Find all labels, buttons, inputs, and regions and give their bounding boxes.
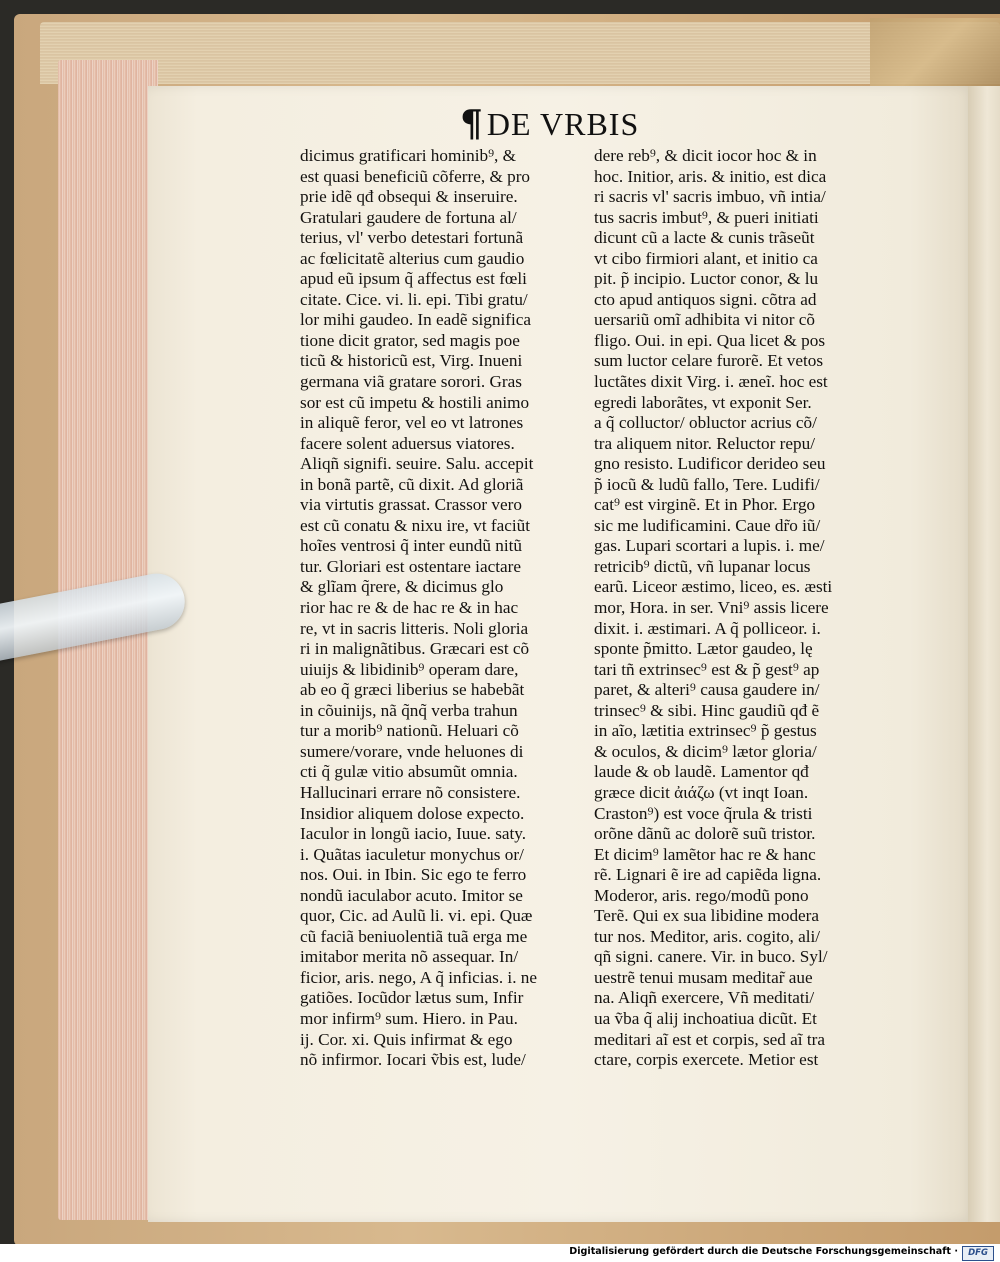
text-line: est cũ conatu & nixu ire, vt faciũt: [300, 515, 531, 535]
text-line: cat⁹ est virginẽ. Et in Phor. Ergo: [594, 495, 816, 515]
text-line: fligo. Oui. in epi. Qua licet & pos: [594, 330, 826, 350]
facing-page-edge: [968, 86, 1000, 1222]
text-line: vt cibo firmiori alant, et initio ca: [594, 248, 818, 268]
text-line: tur nos. Meditor, aris. cogito, ali/: [594, 926, 821, 946]
text-line: cti q̃ gulæ vitio absumũt omnia.: [300, 762, 518, 782]
text-line: in cõuinijs, nã q̃nq̃ verba trahun: [300, 700, 518, 720]
text-line: hoĩes ventrosi q̃ inter eundũ nitũ: [300, 536, 522, 556]
text-line: græce dicit ἀιάζω (vt inqt Ioan.: [594, 782, 809, 802]
worn-spine-corner: [870, 18, 1000, 88]
text-line: Aliqñ signifi. seuire. Salu. accepit: [300, 454, 534, 474]
text-line: nos. Oui. in Ibin. Sic ego te ferro: [300, 865, 527, 885]
text-line: trinsec⁹ & sibi. Hinc gaudiũ qđ ẽ: [594, 700, 820, 720]
text-line: sponte p̃mitto. Lætor gaudeo, lę: [594, 639, 813, 659]
text-line: citate. Cice. vi. li. epi. Tibi gratu/: [300, 289, 528, 309]
text-line: earũ. Liceor æstimo, liceo, es. æsti: [594, 577, 833, 597]
text-line: Moderor, aris. rego/modũ pono: [594, 885, 809, 905]
page-block-top-edge: [40, 22, 1000, 84]
text-line: ac fœlicitatẽ alterius cum gaudio: [300, 248, 525, 268]
text-line: sic me ludificamini. Caue dr̃o iũ/: [594, 515, 821, 535]
text-line: ficior, aris. nego, A q̃ inficias. i. ne: [300, 967, 538, 987]
text-line: Gratulari gaudere de fortuna al/: [300, 207, 517, 227]
text-line: paret, & alteri⁹ causa gaudere in/: [594, 680, 820, 700]
text-line: gno resisto. Ludificor derideo seu: [594, 454, 826, 474]
text-line: egredi laborãtes, vt exponit Ser.: [594, 392, 812, 412]
dfg-logo: DFG: [962, 1246, 994, 1261]
text-line: luctãtes dixit Virg. i. æneĩ. hoc est: [594, 372, 828, 392]
text-line: sor est cũ impetu & hostili animo: [300, 392, 530, 412]
text-line: meditari aĩ est et corpis, sed aĩ tra: [594, 1029, 825, 1049]
text-line: orõne dãnũ ac dolorẽ suũ tristor.: [594, 824, 816, 844]
running-head: [460, 104, 639, 144]
text-line: uestrẽ tenui musam meditar̃ aue: [594, 967, 813, 987]
text-line: ctare, corpis exercete. Metior est: [594, 1050, 819, 1070]
text-line: sumere/vorare, vnde heluones di: [300, 741, 524, 761]
text-line: tur a morib⁹ nationũ. Heluari cõ: [300, 721, 519, 741]
text-line: hoc. Initior, aris. & initio, est dica: [594, 166, 827, 186]
text-line: in aĩo, lætitia extrinsec⁹ p̃ gestus: [594, 721, 817, 741]
text-line: & oculos, & dicim⁹ lætor gloria/: [594, 741, 817, 761]
text-line: dicunt cũ a lacte & cunis trãseũt: [594, 228, 815, 248]
text-line: cto apud antiquos signi. cõtra ad: [594, 289, 817, 309]
text-line: re, vt in sacris litteris. Noli gloria: [300, 618, 529, 638]
text-line: in aliquẽ feror, vel eo vt latrones: [300, 413, 524, 433]
text-line: terius, vl' verbo detestari fortunã: [300, 228, 524, 248]
text-line: Et dicim⁹ lamẽtor hac re & hanc: [594, 844, 816, 864]
text-line: uiuijs & libidinib⁹ operam dare,: [300, 659, 519, 679]
text-line: dixit. i. æstimari. A q̃ polliceor. i.: [594, 618, 821, 638]
text-line: na. Aliqñ exercere, Vñ meditati/: [594, 988, 815, 1008]
text-line: nondũ iaculabor acuto. Imitor se: [300, 885, 523, 905]
text-line: mor infirm⁹ sum. Hiero. in Pau.: [300, 1008, 518, 1028]
text-line: pit. p̃ incipio. Luctor conor, & lu: [594, 269, 819, 289]
text-line: tra aliquem nitor. Reluctor repu/: [594, 433, 815, 453]
text-line: Hallucinari errare nõ consistere.: [300, 782, 521, 802]
right-text-column: [594, 146, 884, 1071]
text-line: facere solent aduersus viatores.: [300, 433, 515, 453]
text-line: imitabor merita nõ assequar. In/: [300, 947, 519, 967]
text-line: p̃ iocũ & ludũ fallo, Tere. Ludifi/: [594, 474, 820, 494]
text-line: & glĩam q̃rere, & dicimus glo: [300, 577, 504, 597]
text-line: est quasi beneficiũ cõferre, & pro: [300, 166, 531, 186]
text-line: qñ signi. canere. Vir. in buco. Syl/: [594, 947, 828, 967]
text-line: retricib⁹ dictũ, vñ lupanar locus: [594, 556, 811, 576]
text-line: ab eo q̃ græci liberius se habebãt: [300, 680, 525, 700]
left-text-column: [300, 146, 590, 1071]
text-line: Insidior aliquem dolose expecto.: [300, 803, 525, 823]
text-line: apud eũ ipsum q̃ affectus est fœli: [300, 269, 527, 289]
text-line: lor mihi gaudeo. In eadẽ significa: [300, 310, 531, 330]
pilcrow-mark: ¶: [460, 103, 483, 145]
text-line: Terẽ. Qui ex sua libidine modera: [594, 906, 820, 926]
text-line: dere reb⁹, & dicit iocor hoc & in: [594, 146, 817, 165]
text-line: ticũ & historicũ est, Virg. Inueni: [300, 351, 523, 371]
text-line: ri sacris vl' sacris imbuo, vñ intia/: [594, 187, 826, 207]
running-head-title: DE VRBIS: [486, 106, 640, 142]
text-line: via virtutis grassat. Crassor vero: [300, 495, 522, 515]
text-line: tari tñ extrinsec⁹ est & p̃ gest⁹ ap: [594, 659, 820, 679]
text-line: ij. Cor. xi. Quis infirmat & ego: [300, 1029, 513, 1049]
text-line: dicimus gratificari hominib⁹, &: [300, 146, 517, 165]
text-line: prie idẽ qđ obsequi & inseruire.: [300, 187, 518, 207]
text-line: rior hac re & de hac re & in hac: [300, 598, 519, 618]
text-line: quor, Cic. ad Aulũ li. vi. epi. Quæ: [300, 906, 533, 926]
text-line: germana viã gratare sorori. Gras: [300, 372, 522, 392]
text-line: nõ infirmor. Iocari ṽbis est, lude/: [300, 1050, 526, 1070]
text-line: tione dicit grator, sed magis poe: [300, 330, 520, 350]
text-line: sum luctor celare furorẽ. Et vetos: [594, 351, 824, 371]
text-line: i. Quãtas iaculetur monychus or/: [300, 844, 524, 864]
text-line: gatiões. Iocũdor lætus sum, Infir: [300, 988, 524, 1008]
text-line: Iaculor in longũ iacio, Iuue. saty.: [300, 824, 527, 844]
text-line: ua ṽba q̃ alij inchoatiua dicũt. Et: [594, 1008, 817, 1028]
text-line: laude & ob laudẽ. Lamentor qđ: [594, 762, 809, 782]
funding-credit: Digitalisierung gefördert durch die Deutsche Forschungsgemeinschaft ·: [569, 1246, 958, 1257]
text-line: Craston⁹) est voce q̃rula & tristi: [594, 803, 813, 823]
text-line: mor, Hora. in ser. Vni⁹ assis licere: [594, 598, 829, 618]
text-line: ri in malignãtibus. Græcari est cõ: [300, 639, 530, 659]
text-line: in bonã partẽ, cũ dixit. Ad gloriã: [300, 474, 524, 494]
text-line: cũ faciã beniuolentiã tuã erga me: [300, 926, 528, 946]
text-line: tur. Gloriari est ostentare iactare: [300, 556, 521, 576]
text-line: rẽ. Lignari ẽ ire ad capiẽda ligna.: [594, 865, 822, 885]
text-line: gas. Lupari scortari a lupis. i. me/: [594, 536, 825, 556]
text-line: uersariũ omĩ adhibita vi nitor cõ: [594, 310, 815, 330]
text-line: a q̃ colluctor/ obluctor acrius cõ/: [594, 413, 817, 433]
text-line: tus sacris imbut⁹, & pueri initiati: [594, 207, 819, 227]
